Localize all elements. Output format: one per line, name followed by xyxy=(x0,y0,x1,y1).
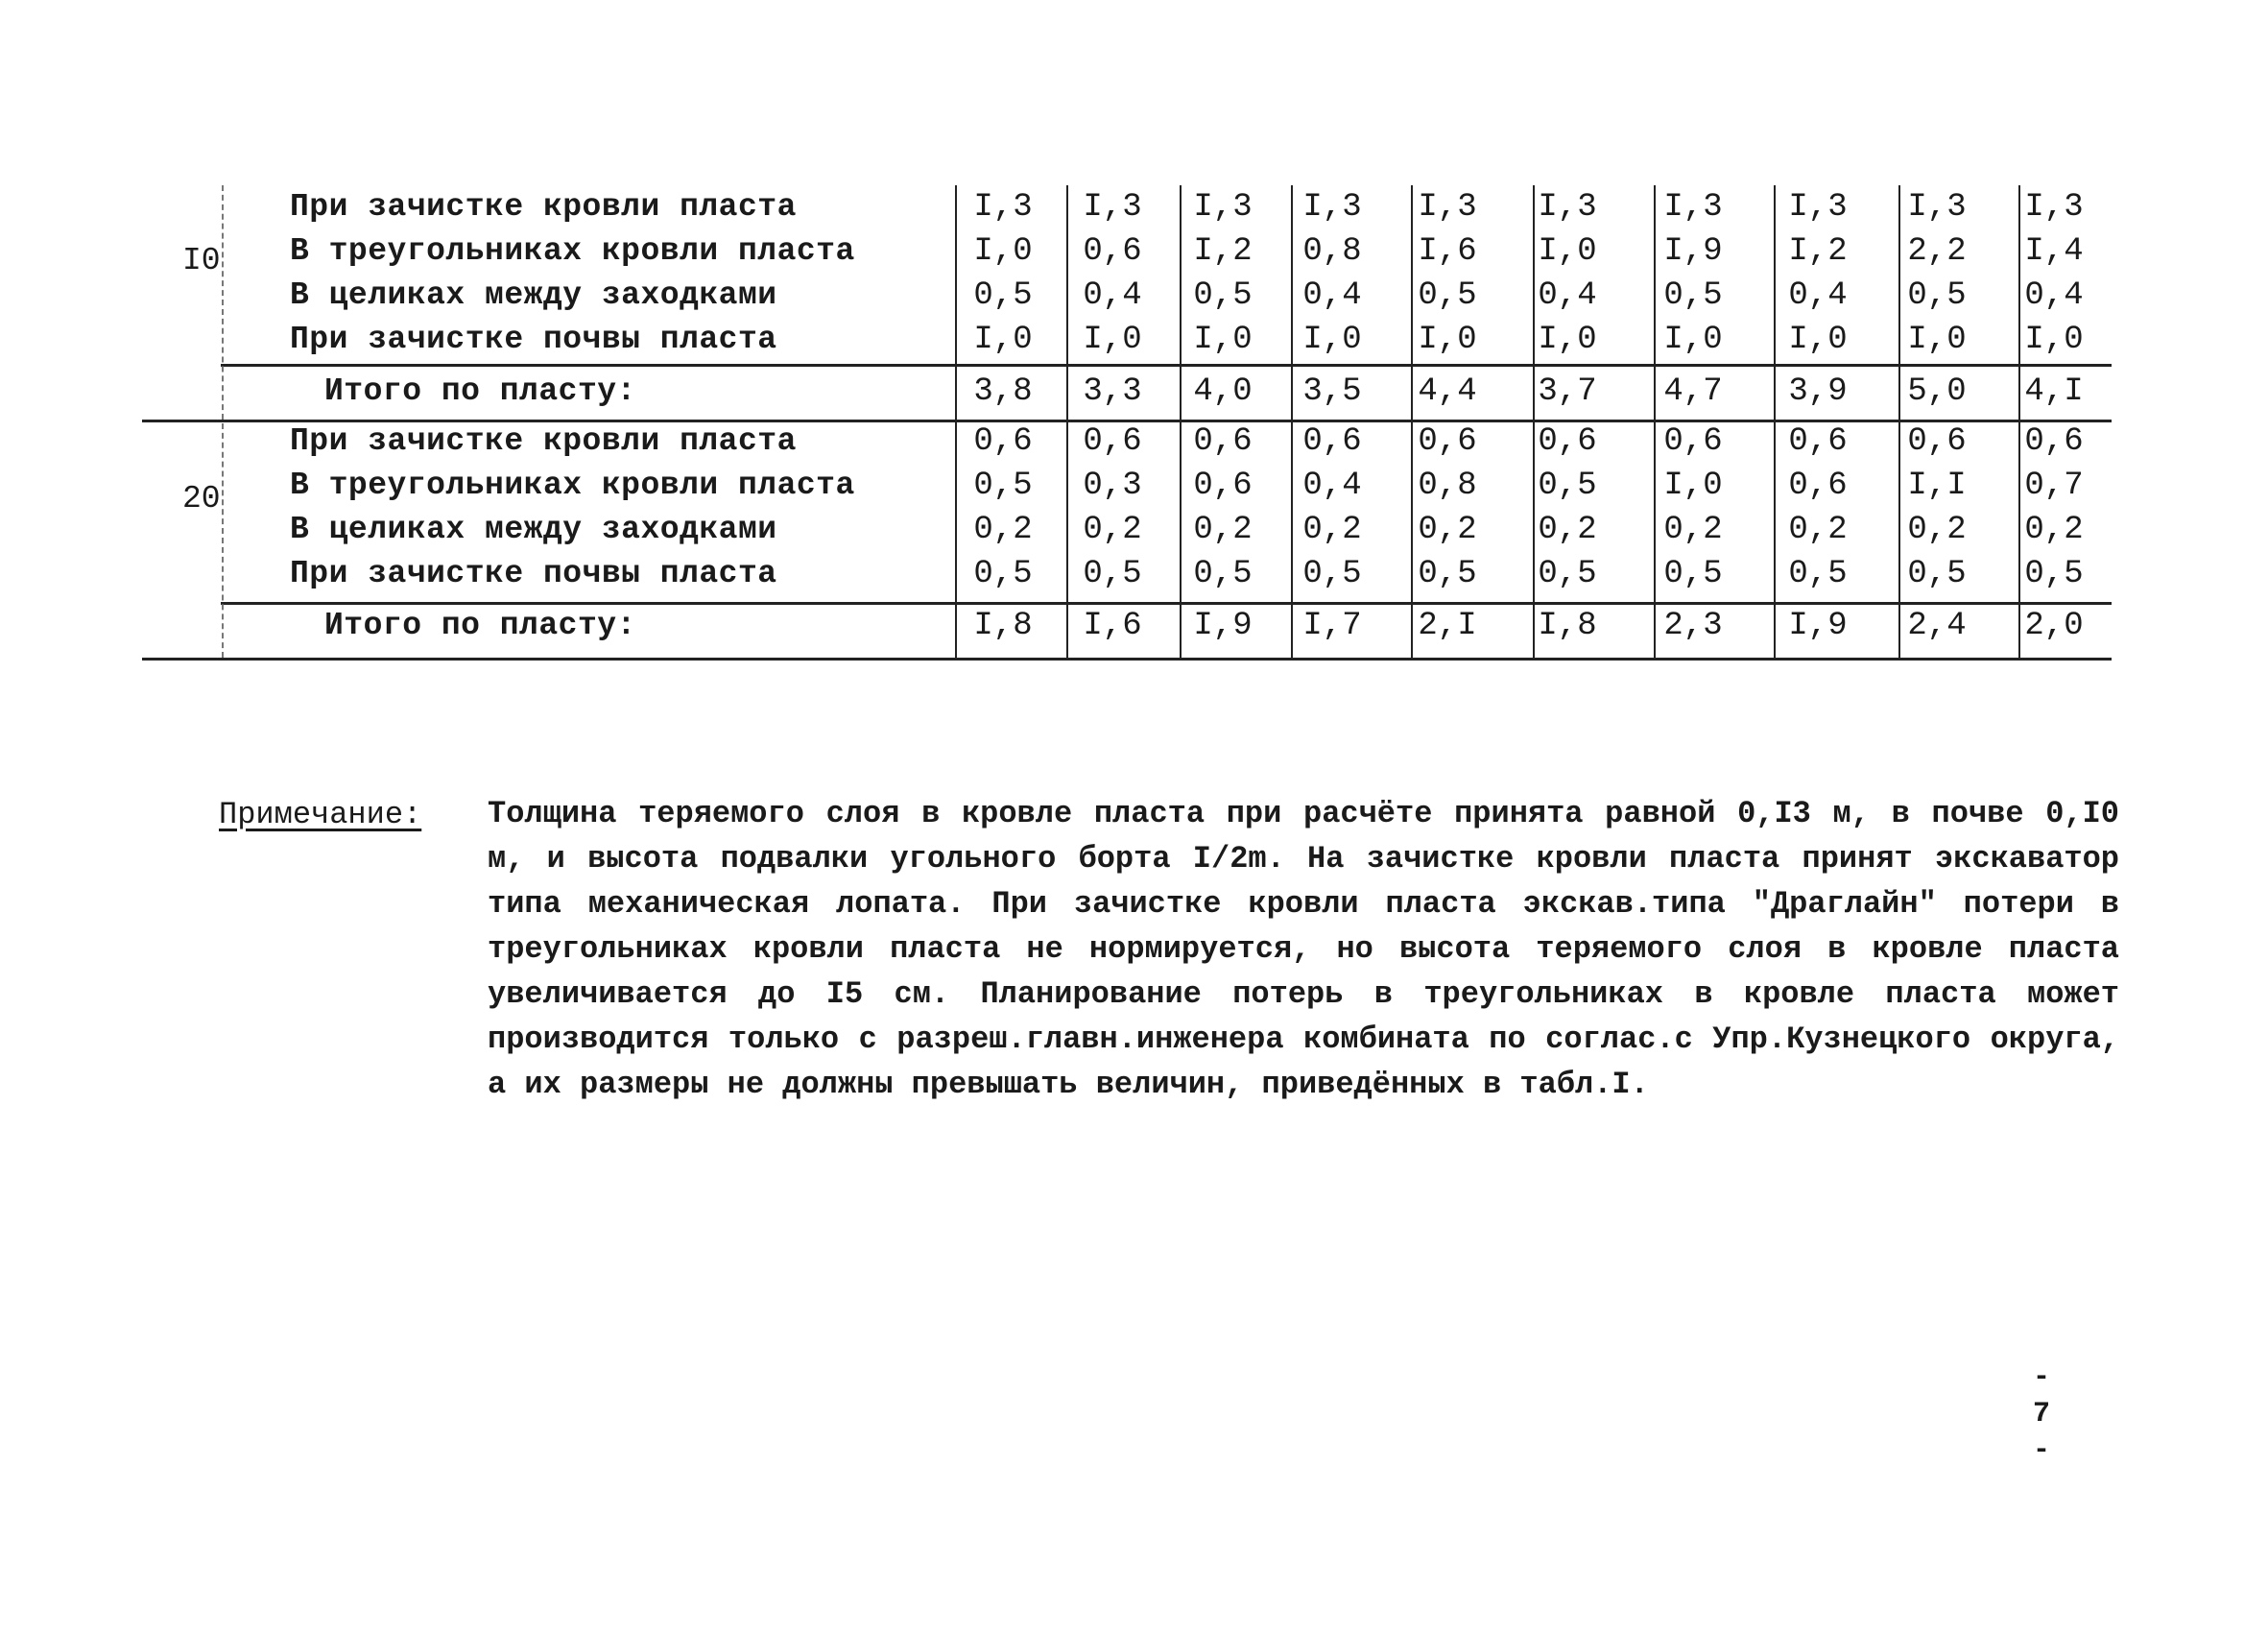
table-cell: 0,6 xyxy=(1907,423,1967,460)
table-cell: 0,6 xyxy=(1193,468,1253,504)
table-cell: I,0 xyxy=(1663,322,1723,358)
table-cell: 0,5 xyxy=(2024,556,2084,592)
table-cell: 0,5 xyxy=(1788,556,1848,592)
table-cell: 0,2 xyxy=(1083,512,1142,548)
table-cell: I,6 xyxy=(1418,233,1477,270)
table-cell: 0,8 xyxy=(1302,233,1362,270)
total-cell: 2,0 xyxy=(2024,608,2084,644)
group-rule xyxy=(142,658,2112,661)
total-cell: I,7 xyxy=(1302,608,1362,644)
column-separator xyxy=(1066,185,1068,658)
column-separator xyxy=(1291,185,1293,658)
note-label: Примечание: xyxy=(219,797,422,832)
table-cell: 0,5 xyxy=(1302,556,1362,592)
column-separator xyxy=(2018,185,2020,658)
total-cell: I,8 xyxy=(1538,608,1597,644)
table-cell: 0,2 xyxy=(1418,512,1477,548)
table-cell: 0,6 xyxy=(1788,468,1848,504)
subtotal-rule xyxy=(221,364,2112,367)
table-row xyxy=(142,318,2112,362)
total-cell: 5,0 xyxy=(1907,373,1967,410)
total-cell: I,9 xyxy=(1193,608,1253,644)
table-cell: I,I xyxy=(1907,468,1967,504)
table-cell: 0,6 xyxy=(1418,423,1477,460)
total-cell: 2,I xyxy=(1418,608,1477,644)
table-cell: I,0 xyxy=(1663,468,1723,504)
column-separator xyxy=(1411,185,1413,658)
column-separator xyxy=(1898,185,1900,658)
total-cell: 4,0 xyxy=(1193,373,1253,410)
total-row xyxy=(142,362,2112,420)
table-cell: 0,6 xyxy=(1083,233,1142,270)
table-cell: I,2 xyxy=(1193,233,1253,270)
table-row xyxy=(142,420,2112,464)
row-label: При зачистке кровли пласта xyxy=(290,189,797,225)
column-separator xyxy=(1180,185,1182,658)
column-separator xyxy=(955,185,957,658)
table-cell: I,3 xyxy=(1538,189,1597,226)
table-cell: 0,4 xyxy=(1302,468,1362,504)
total-cell: 3,7 xyxy=(1538,373,1597,410)
table-cell: 0,6 xyxy=(973,423,1033,460)
table-cell: 0,4 xyxy=(1302,277,1362,314)
table-cell: I,0 xyxy=(1538,322,1597,358)
row-label: При зачистке почвы пласта xyxy=(290,556,777,591)
table-cell: I,0 xyxy=(973,233,1033,270)
column-separator xyxy=(1533,185,1535,658)
table-cell: I,0 xyxy=(1302,322,1362,358)
total-cell: 2,4 xyxy=(1907,608,1967,644)
table-cell: 0,6 xyxy=(1788,423,1848,460)
table-cell: 0,6 xyxy=(1083,423,1142,460)
page-number: - 7 - xyxy=(2032,1361,2050,1467)
total-cell: 4,I xyxy=(2024,373,2084,410)
table-cell: I,3 xyxy=(1193,189,1253,226)
table-cell: I,0 xyxy=(1418,322,1477,358)
table-cell: 0,4 xyxy=(1788,277,1848,314)
table-cell: 0,2 xyxy=(1788,512,1848,548)
row-label: При зачистке почвы пласта xyxy=(290,322,777,357)
table-cell: I,3 xyxy=(1302,189,1362,226)
table-cell: 0,2 xyxy=(1538,512,1597,548)
table-cell: 0,4 xyxy=(2024,277,2084,314)
total-label: Итого по пласту: xyxy=(324,608,636,643)
table-cell: 0,5 xyxy=(1418,277,1477,314)
table-cell: 0,2 xyxy=(1907,512,1967,548)
table-cell: I,3 xyxy=(2024,189,2084,226)
table-cell: 0,5 xyxy=(973,277,1033,314)
table-cell: 0,2 xyxy=(973,512,1033,548)
table-group xyxy=(142,185,2112,420)
total-cell: I,8 xyxy=(973,608,1033,644)
table-cell: 0,8 xyxy=(1418,468,1477,504)
table-cell: I,0 xyxy=(973,322,1033,358)
table-cell: 0,5 xyxy=(1907,556,1967,592)
table-cell: 0,5 xyxy=(1907,277,1967,314)
table-cell: 0,2 xyxy=(2024,512,2084,548)
table-row xyxy=(142,552,2112,596)
table-cell: 0,6 xyxy=(1538,423,1597,460)
table-cell: 0,4 xyxy=(1538,277,1597,314)
table-cell: 0,5 xyxy=(1538,556,1597,592)
seam-thickness-number: 20 xyxy=(182,481,221,517)
total-cell: 3,5 xyxy=(1302,373,1362,410)
row-label: В треугольниках кровли пласта xyxy=(290,468,855,503)
table-row xyxy=(142,464,2112,508)
total-cell: 3,3 xyxy=(1083,373,1142,410)
table-cell: 2,2 xyxy=(1907,233,1967,270)
table-group xyxy=(142,420,2112,654)
table-cell: I,0 xyxy=(1788,322,1848,358)
row-label: В целиках между заходками xyxy=(290,277,777,313)
table-cell: I,0 xyxy=(1083,322,1142,358)
table-cell: 0,3 xyxy=(1083,468,1142,504)
table-cell: I,3 xyxy=(1418,189,1477,226)
table-cell: 0,7 xyxy=(2024,468,2084,504)
table-cell: 0,4 xyxy=(1083,277,1142,314)
table-cell: 0,5 xyxy=(1663,556,1723,592)
table-cell: 0,6 xyxy=(1663,423,1723,460)
table-cell: 0,5 xyxy=(973,556,1033,592)
table-cell: 0,2 xyxy=(1663,512,1723,548)
table-cell: 0,5 xyxy=(1663,277,1723,314)
table-cell: I,3 xyxy=(1907,189,1967,226)
table-cell: 0,5 xyxy=(1193,556,1253,592)
total-cell: I,6 xyxy=(1083,608,1142,644)
table-row xyxy=(142,185,2112,229)
table-cell: I,3 xyxy=(1083,189,1142,226)
column-separator xyxy=(1774,185,1776,658)
seam-thickness-number: I0 xyxy=(182,243,221,278)
table-cell: 0,5 xyxy=(1083,556,1142,592)
total-label: Итого по пласту: xyxy=(324,373,636,409)
total-row xyxy=(142,596,2112,654)
total-cell: I,9 xyxy=(1788,608,1848,644)
total-cell: 4,4 xyxy=(1418,373,1477,410)
margin-dotted-line xyxy=(222,185,224,658)
column-separator xyxy=(1654,185,1656,658)
table-row xyxy=(142,229,2112,274)
total-cell: 3,8 xyxy=(973,373,1033,410)
table-cell: 0,5 xyxy=(1418,556,1477,592)
row-label: В целиках между заходками xyxy=(290,512,777,547)
note-text: Толщина теряемого слоя в кровле пласта при расчёте принята равной 0,I3 м, в почве 0,I0 м, и высота подвалки угольного борта I/2m. На зачистке кровли пласта принят экскаватор типа механическая лопата. При зачистке кровли пласта экскав.типа "Драглайн" потери в треугольниках кровли пласта не нормируется, но высота теряемого слоя в кровле пласта увеличивается до I5 см. Планирование потерь в треугольниках в кровле пласта может производится только с разреш.главн.инженера комбината по соглас.с Упр.Кузнецкого округа, а их размеры не должны превышать величин, приведённых в табл.I. xyxy=(488,796,2119,1102)
row-label: При зачистке кровли пласта xyxy=(290,423,797,459)
losses-table xyxy=(142,185,2112,661)
row-label: В треугольниках кровли пласта xyxy=(290,233,855,269)
table-cell: 0,5 xyxy=(973,468,1033,504)
subtotal-rule xyxy=(221,602,2112,605)
table-row xyxy=(142,508,2112,552)
table-cell: I,0 xyxy=(1907,322,1967,358)
table-cell: I,3 xyxy=(1663,189,1723,226)
table-cell: I,9 xyxy=(1663,233,1723,270)
total-cell: 4,7 xyxy=(1663,373,1723,410)
table-cell: 0,6 xyxy=(1193,423,1253,460)
table-cell: 0,6 xyxy=(2024,423,2084,460)
table-cell: 0,5 xyxy=(1193,277,1253,314)
table-cell: I,2 xyxy=(1788,233,1848,270)
table-cell: 0,6 xyxy=(1302,423,1362,460)
table-cell: 0,2 xyxy=(1302,512,1362,548)
table-row xyxy=(142,274,2112,318)
total-cell: 2,3 xyxy=(1663,608,1723,644)
total-cell: 3,9 xyxy=(1788,373,1848,410)
table-cell: I,4 xyxy=(2024,233,2084,270)
table-cell: I,0 xyxy=(1193,322,1253,358)
table-cell: I,0 xyxy=(1538,233,1597,270)
table-cell: I,3 xyxy=(973,189,1033,226)
table-cell: 0,2 xyxy=(1193,512,1253,548)
table-cell: I,0 xyxy=(2024,322,2084,358)
table-cell: I,3 xyxy=(1788,189,1848,226)
table-cell: 0,5 xyxy=(1538,468,1597,504)
